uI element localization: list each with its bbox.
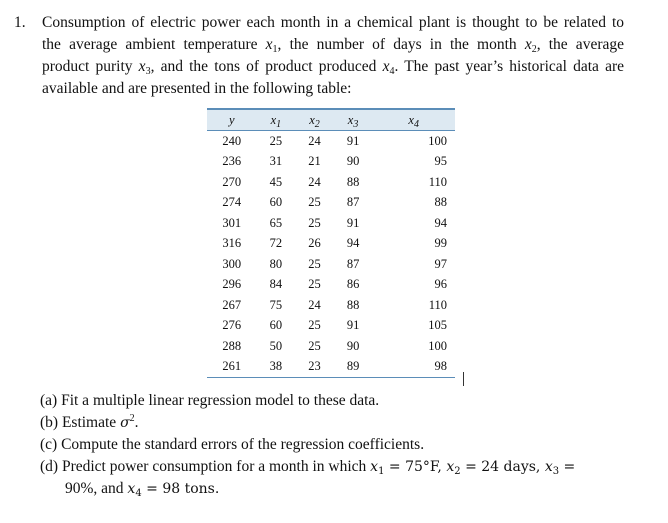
table-cell: 26 bbox=[308, 236, 321, 251]
variable-x4: $x_4$ bbox=[382, 58, 395, 77]
table-cell: 100 bbox=[428, 338, 447, 353]
table-cell: 25 bbox=[269, 133, 283, 148]
table-row bbox=[207, 152, 455, 173]
sigma-symbol: σ bbox=[120, 415, 130, 431]
part-b: (b) Estimate $\sigma^2$. bbox=[40, 413, 139, 431]
data-table bbox=[207, 108, 455, 378]
table-cell: 24 bbox=[308, 133, 321, 148]
table-row bbox=[207, 213, 455, 234]
part-a: (a) Fit a multiple linear regression model to these data. bbox=[40, 392, 380, 409]
table-cell: 87 bbox=[346, 195, 360, 210]
table-cell: 270 bbox=[222, 174, 242, 189]
table-cell: 110 bbox=[428, 297, 447, 312]
table-cell: 91 bbox=[346, 215, 360, 230]
part-c: (c) Compute the standard errors of the regression coefficients. bbox=[40, 436, 425, 453]
table-cell: 105 bbox=[428, 318, 447, 333]
problem-line: the average ambient temperature $x_1$, the number of days in the month $x_2$, the average bbox=[42, 36, 624, 55]
table-cell: 88 bbox=[346, 174, 360, 189]
table-cell: 87 bbox=[346, 256, 360, 271]
table-cell: 25 bbox=[308, 215, 321, 230]
table-cell: 89 bbox=[334, 357, 373, 378]
table-cell: 94 bbox=[346, 236, 360, 251]
table-cell: 91 bbox=[346, 133, 360, 148]
table-cell: 75 bbox=[269, 297, 283, 312]
table-cell: 88 bbox=[434, 195, 447, 210]
column-header-x2: $x_2$ bbox=[295, 109, 334, 131]
problem-statement bbox=[14, 12, 624, 100]
table-cell: 300 bbox=[222, 256, 242, 271]
table-row bbox=[207, 316, 455, 337]
table-cell: 99 bbox=[434, 236, 447, 251]
table-row bbox=[207, 357, 455, 378]
data-table-container bbox=[207, 108, 455, 378]
table-row bbox=[207, 234, 455, 255]
table-header-row bbox=[207, 109, 455, 131]
table-cell: 25 bbox=[308, 338, 321, 353]
table-cell: 45 bbox=[269, 174, 283, 189]
problem-line: Consumption of electric power each month in a chemical plant is thought to be related to bbox=[42, 14, 624, 31]
table-cell: 25 bbox=[308, 318, 321, 333]
table-cell: 80 bbox=[269, 256, 283, 271]
table-cell: 261 bbox=[207, 357, 257, 378]
problem-number: 1. bbox=[14, 14, 26, 31]
column-header-x4: $x_4$ bbox=[372, 109, 455, 131]
column-header-x1: $x_1$ bbox=[257, 109, 296, 131]
part-d: (d) Predict power consumption for a month in which $x_1 = 75^\circ F$, $x_2 = 24$ days, $x_3$ = bbox=[40, 458, 576, 477]
table-cell: 24 bbox=[308, 174, 321, 189]
table-cell: 296 bbox=[222, 277, 242, 292]
table-row bbox=[207, 254, 455, 275]
text-cursor bbox=[463, 372, 464, 386]
table-cell: 84 bbox=[269, 277, 283, 292]
table-cell: 72 bbox=[269, 236, 283, 251]
question-parts bbox=[40, 390, 630, 500]
column-header-x3: $x_3$ bbox=[334, 109, 373, 131]
table-cell: 301 bbox=[222, 215, 242, 230]
table-cell: 110 bbox=[428, 174, 447, 189]
table-cell: 21 bbox=[308, 154, 321, 169]
table-row bbox=[207, 336, 455, 357]
table-row bbox=[207, 131, 455, 152]
table-cell: 24 bbox=[308, 297, 321, 312]
table-cell: 95 bbox=[434, 154, 447, 169]
table-cell: 25 bbox=[308, 195, 321, 210]
table-cell: 276 bbox=[222, 318, 242, 333]
table-cell: 240 bbox=[222, 133, 242, 148]
part-d-continued: 90%, and $x_4 = 98$ tons. bbox=[65, 480, 220, 499]
table-cell: 274 bbox=[222, 195, 242, 210]
table-cell: 288 bbox=[222, 338, 242, 353]
problem-text bbox=[42, 12, 624, 100]
table-row bbox=[207, 172, 455, 193]
table-row bbox=[207, 193, 455, 214]
table-cell: 94 bbox=[434, 215, 447, 230]
table-cell: 65 bbox=[269, 215, 283, 230]
column-header-y: y bbox=[207, 109, 257, 131]
table-cell: 91 bbox=[346, 318, 360, 333]
table-cell: 50 bbox=[269, 338, 283, 353]
table-cell: 86 bbox=[346, 277, 360, 292]
table-cell: 60 bbox=[269, 318, 283, 333]
table-cell: 316 bbox=[222, 236, 242, 251]
table-cell: 25 bbox=[308, 256, 321, 271]
table-cell: 100 bbox=[428, 133, 447, 148]
table-cell: 31 bbox=[269, 154, 283, 169]
problem-line: product purity $x_3$, and the tons of product produced $x_4$. The past year’s historical data are bbox=[42, 58, 624, 77]
problem-line: available and are presented in the following table: bbox=[42, 80, 352, 97]
table-cell: 236 bbox=[222, 154, 242, 169]
variable-x3: $x_3$ bbox=[138, 58, 151, 77]
table-cell: 25 bbox=[308, 277, 321, 292]
table-cell: 38 bbox=[257, 357, 296, 378]
table-row bbox=[207, 275, 455, 296]
variable-x2: $x_2$ bbox=[524, 36, 537, 55]
table-cell: 88 bbox=[346, 297, 360, 312]
table-cell: 97 bbox=[434, 256, 447, 271]
table-cell: 60 bbox=[269, 195, 283, 210]
table-row bbox=[207, 295, 455, 316]
table-cell: 96 bbox=[434, 277, 447, 292]
variable-x1: $x_1$ bbox=[265, 36, 278, 55]
table-cell: 98 bbox=[372, 357, 455, 378]
table-cell: 23 bbox=[295, 357, 334, 378]
table-body bbox=[207, 131, 455, 378]
table-cell: 90 bbox=[346, 154, 360, 169]
table-cell: 90 bbox=[346, 338, 360, 353]
table-cell: 267 bbox=[222, 297, 242, 312]
